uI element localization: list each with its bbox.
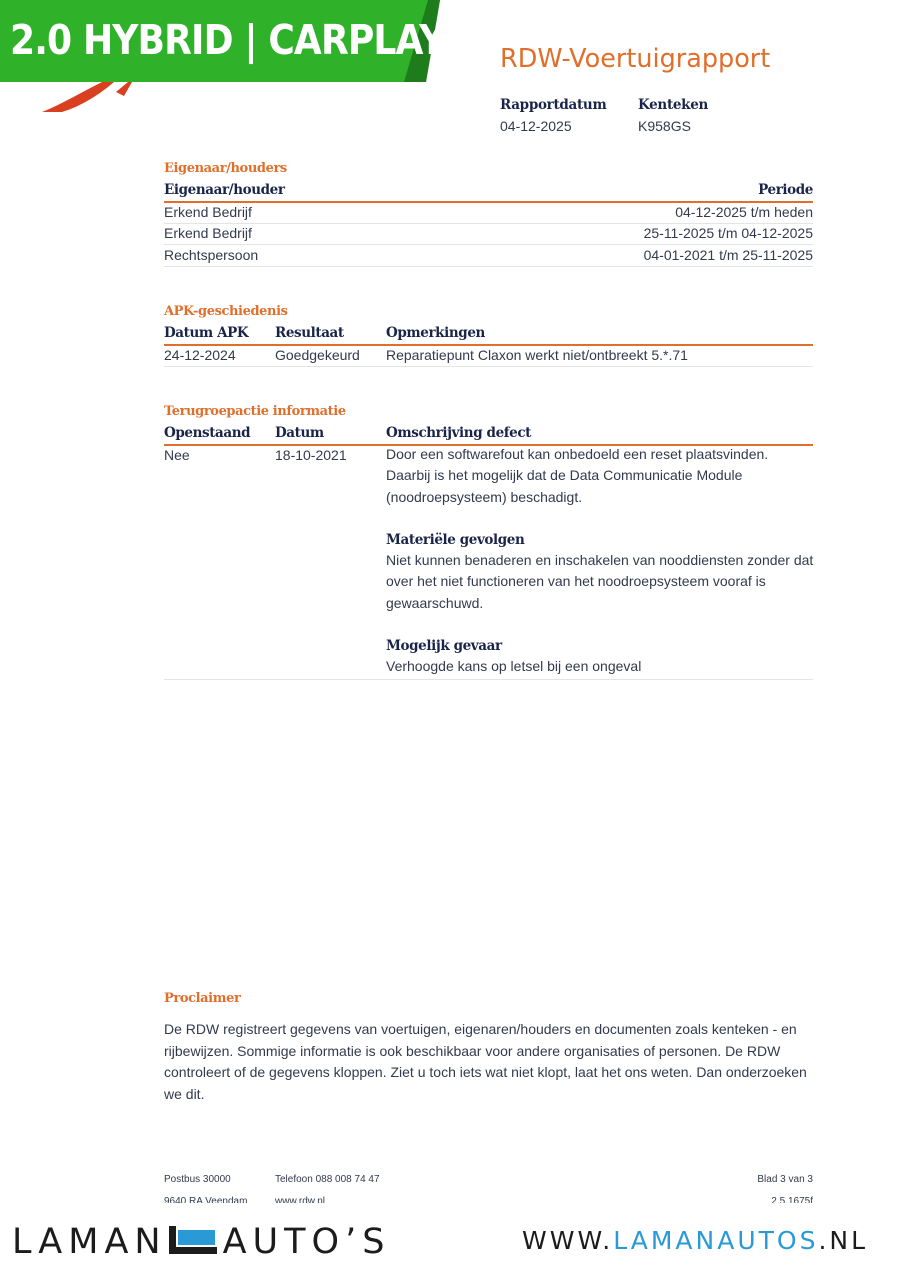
owners-header-rule	[164, 201, 813, 203]
rdw-logo-flame-icon	[42, 82, 132, 114]
report-date-label: Rapportdatum	[500, 97, 607, 113]
recall-date-cell: 18-10-2021	[275, 447, 347, 463]
site-suffix: .NL	[818, 1226, 869, 1255]
recall-open-cell: Nee	[164, 447, 190, 463]
footer-postbus: Postbus 30000	[164, 1174, 231, 1185]
row-divider	[164, 223, 813, 224]
recall-col-open: Openstaand	[164, 425, 251, 441]
report-title: RDW-Voertuigrapport	[500, 44, 771, 74]
recall-col-date: Datum	[275, 425, 324, 441]
recall-section-title: Terugroepactie informatie	[164, 404, 346, 419]
dealer-name-right: AUTO’S	[222, 1222, 391, 1262]
plate-value: K958GS	[638, 118, 691, 134]
apk-section-title: APK-geschiedenis	[164, 304, 288, 319]
danger-heading: Mogelijk gevaar	[386, 638, 502, 654]
proclaimer-text: De RDW registreert gegevens van voertuigen, eigenaren/houders en documenten zoals kenteken - en rijbewijzen. Sommige informatie is ook beschikbaar voor andere organisaties of personen. De RDW controleert of de gegevens kloppen. Ziet u toch iets wat niet klopt, laat het ons weten. Dan onderzoeken we dit.	[164, 1021, 807, 1102]
footer-code: 2.5.1675f	[771, 1196, 813, 1203]
consequences-heading: Materiële gevolgen	[386, 532, 525, 548]
owners-col-period: Periode	[758, 182, 813, 198]
row-divider	[164, 679, 813, 680]
recall-description: Door een softwarefout kan onbedoeld een reset plaatsvinden. Daarbij is het mogelijk dat de Data Communicatie Module (noodroepsysteem) beschadigt.	[386, 446, 769, 505]
plate-label: Kenteken	[638, 97, 709, 113]
apk-date-cell: 24-12-2024	[164, 347, 236, 363]
site-prefix: WWW.	[522, 1226, 614, 1255]
apk-remarks-cell: Reparatiepunt Claxon werkt niet/ontbreekt 5.*.71	[386, 347, 688, 363]
owner-cell: Erkend Bedrijf	[164, 204, 252, 220]
footer-website: www.rdw.nl	[275, 1196, 326, 1203]
apk-col-date: Datum APK	[164, 325, 249, 341]
period-cell: 04-01-2021 t/m 25-11-2025	[643, 247, 813, 263]
owners-col-owner: Eigenaar/houder	[164, 182, 285, 198]
period-cell: 04-12-2025 t/m heden	[675, 204, 813, 220]
footer-page-number: Blad 3 van 3	[757, 1174, 813, 1185]
report-date: 04-12-2025	[500, 118, 572, 134]
owner-cell: Erkend Bedrijf	[164, 225, 252, 241]
owner-cell: Rechtspersoon	[164, 247, 259, 263]
promo-banner-text: 2.0 HYBRID | CARPLAY	[10, 16, 445, 64]
consequences-text: Niet kunnen benaderen en inschakelen van nooddiensten zonder dat over het niet functioneren van het noodroepsysteem vooraf is gewaarschuwd.	[386, 552, 814, 611]
row-divider	[164, 244, 813, 245]
apk-col-result: Resultaat	[275, 325, 344, 341]
site-accent: LAMANAUTOS	[613, 1226, 819, 1255]
row-divider	[164, 366, 813, 367]
apk-header-rule	[164, 344, 813, 346]
footer-phone: Telefoon 088 008 74 47	[275, 1174, 380, 1185]
apk-col-remarks: Opmerkingen	[386, 325, 485, 341]
owners-section-title: Eigenaar/houders	[164, 161, 287, 176]
footer-address: 9640 RA Veendam	[164, 1196, 248, 1203]
danger-text: Verhoogde kans op letsel bij een ongeval	[386, 658, 642, 674]
recall-col-description: Omschrijving defect	[386, 425, 532, 441]
report-footer	[0, 1168, 904, 1203]
dealer-logo	[12, 1222, 390, 1262]
apk-result-cell: Goedgekeurd	[275, 347, 360, 363]
dealer-website[interactable]	[522, 1226, 868, 1255]
row-divider	[164, 266, 813, 267]
dealer-name-left: LAMAN	[12, 1222, 167, 1262]
period-cell: 25-11-2025 t/m 04-12-2025	[643, 225, 813, 241]
proclaimer-title: Proclaimer	[164, 991, 241, 1006]
dealer-logo-mark-icon	[169, 1226, 217, 1254]
